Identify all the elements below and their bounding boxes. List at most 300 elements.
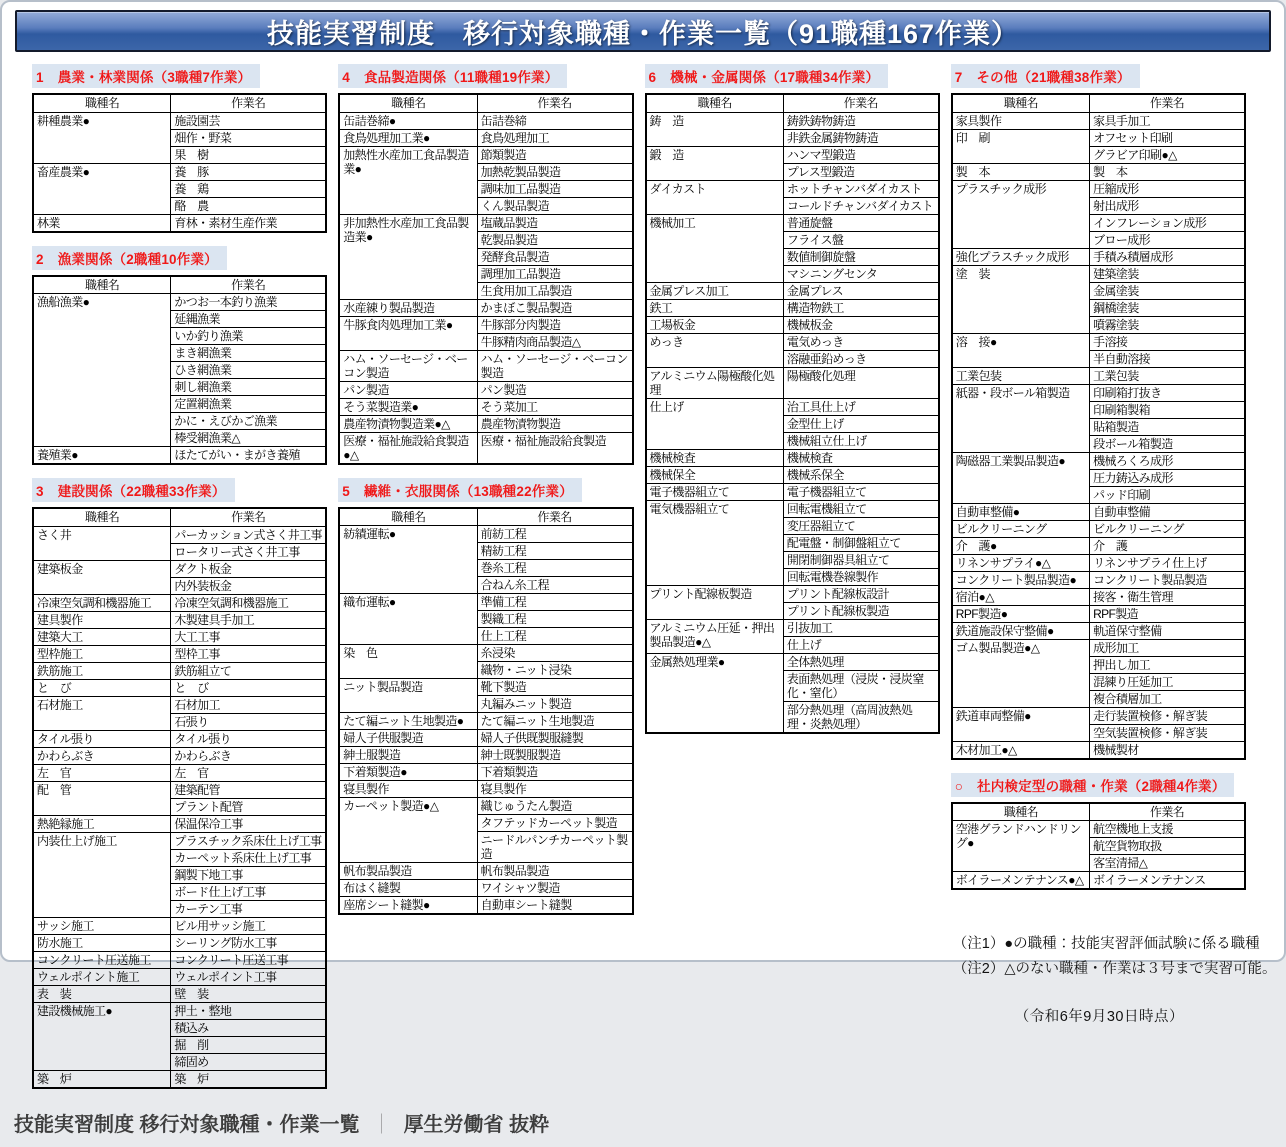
work-cell: 延縄漁業 bbox=[171, 311, 326, 328]
work-cell: ロータリー式さく井工事 bbox=[171, 543, 326, 560]
job-cell: 牛豚食肉処理加工業● bbox=[339, 316, 477, 350]
job-cell: 鉄筋施工 bbox=[33, 662, 171, 679]
work-cell: 成形加工 bbox=[1090, 639, 1245, 656]
job-cell: 介 護● bbox=[952, 537, 1090, 554]
table-row bbox=[33, 764, 326, 781]
job-column-header: 職種名 bbox=[33, 94, 171, 112]
section-number: 2 bbox=[36, 251, 44, 267]
work-cell: 製 本 bbox=[1090, 163, 1245, 180]
table-row bbox=[646, 282, 939, 299]
caption-source: 厚生労働省 抜粋 bbox=[403, 1113, 550, 1136]
work-cell: 金属プレス bbox=[783, 282, 938, 299]
work-cell: 農産物漬物製造 bbox=[477, 415, 632, 432]
table-row bbox=[952, 707, 1245, 724]
section bbox=[32, 64, 327, 233]
job-cell: 塗 装 bbox=[952, 265, 1090, 333]
job-cell: 型枠施工 bbox=[33, 645, 171, 662]
section bbox=[32, 478, 327, 1089]
jobs-table bbox=[32, 93, 327, 233]
section-number: 6 bbox=[648, 70, 657, 85]
work-cell: くん製品製造 bbox=[477, 197, 632, 214]
table-row bbox=[33, 747, 326, 764]
work-cell: 鋼橋塗装 bbox=[1090, 299, 1245, 316]
job-cell: 電気機器組立て bbox=[646, 500, 784, 585]
work-cell: 掘 削 bbox=[171, 1036, 326, 1053]
table-row bbox=[646, 214, 939, 231]
job-cell: 婦人子供服製造 bbox=[339, 730, 477, 747]
header-row bbox=[339, 508, 632, 526]
work-cell: 節類製造 bbox=[477, 146, 632, 163]
section-header bbox=[32, 64, 260, 88]
work-cell: 締固め bbox=[171, 1053, 326, 1070]
table-row bbox=[339, 129, 632, 146]
job-cell: 建築板金 bbox=[33, 560, 171, 594]
work-cell: 走行装置検修・解ぎ装 bbox=[1090, 707, 1245, 724]
header-row bbox=[339, 94, 632, 112]
header-row bbox=[952, 803, 1245, 821]
job-cell: と び bbox=[33, 679, 171, 696]
work-cell: 機械検査 bbox=[783, 449, 938, 466]
work-cell: 航空機地上支援 bbox=[1090, 821, 1245, 838]
table-row bbox=[339, 594, 632, 611]
job-cell: 家具製作 bbox=[952, 112, 1090, 129]
table-row bbox=[339, 214, 632, 231]
work-cell: 半自動溶接 bbox=[1090, 350, 1245, 367]
work-cell: 混練り圧延加工 bbox=[1090, 673, 1245, 690]
work-cell: 治工具仕上げ bbox=[783, 398, 938, 415]
work-cell: 部分熱処理（高周波熱処理・炎熱処理） bbox=[783, 701, 938, 733]
work-cell: 回転電機巻線製作 bbox=[783, 568, 938, 585]
work-cell: たて編ニット生地製造 bbox=[477, 713, 632, 730]
table-row bbox=[339, 381, 632, 398]
work-cell: 建築塗装 bbox=[1090, 265, 1245, 282]
work-cell: コンクリート圧送工事 bbox=[171, 951, 326, 968]
work-cell: ダクト板金 bbox=[171, 560, 326, 577]
work-cell: 溶融亜鉛めっき bbox=[783, 350, 938, 367]
table-row bbox=[952, 129, 1245, 146]
column-1 bbox=[32, 64, 327, 1102]
job-cell: めっき bbox=[646, 333, 784, 367]
work-cell: ブロー成形 bbox=[1090, 231, 1245, 248]
table-row bbox=[952, 571, 1245, 588]
work-cell: 製織工程 bbox=[477, 611, 632, 628]
work-cell: ハム・ソーセージ・ベーコン製造 bbox=[477, 350, 632, 381]
work-cell: 婦人子供既製服縫製 bbox=[477, 730, 632, 747]
work-cell: 配電盤・制御盤組立て bbox=[783, 534, 938, 551]
job-cell: アルミニウム圧延・押出製品製造●△ bbox=[646, 619, 784, 653]
job-cell: 配 管 bbox=[33, 781, 171, 815]
work-cell: フライス盤 bbox=[783, 231, 938, 248]
work-cell: 金属塗装 bbox=[1090, 282, 1245, 299]
job-cell: 座席シート縫製● bbox=[339, 897, 477, 915]
table-row bbox=[952, 605, 1245, 622]
work-cell: かに・えびかご漁業 bbox=[171, 413, 326, 430]
table-row bbox=[952, 112, 1245, 129]
job-cell: 熱絶縁施工 bbox=[33, 815, 171, 832]
work-cell: 圧力鋳込み成形 bbox=[1090, 469, 1245, 486]
work-cell: オフセット印刷 bbox=[1090, 129, 1245, 146]
job-cell: 石材施工 bbox=[33, 696, 171, 730]
work-cell: 機械板金 bbox=[783, 316, 938, 333]
table-row bbox=[646, 333, 939, 350]
caption-separator: ｜ bbox=[371, 1113, 392, 1136]
job-cell: 織布運転● bbox=[339, 594, 477, 645]
table-row bbox=[339, 415, 632, 432]
work-cell: プリント配線板設計 bbox=[783, 585, 938, 602]
job-cell: 機械加工 bbox=[646, 214, 784, 282]
job-cell: 紙器・段ボール箱製造 bbox=[952, 384, 1090, 452]
work-cell: 塩蔵品製造 bbox=[477, 214, 632, 231]
job-column-header: 職種名 bbox=[33, 276, 171, 294]
work-cell: ニードルパンチカーペット製造 bbox=[477, 832, 632, 863]
work-cell: 手積み積層成形 bbox=[1090, 248, 1245, 265]
work-cell: 医療・福祉施設給食製造 bbox=[477, 432, 632, 464]
work-cell: 内外装板金 bbox=[171, 577, 326, 594]
work-cell: 軌道保守整備 bbox=[1090, 622, 1245, 639]
table-row bbox=[339, 526, 632, 543]
work-cell: 型枠工事 bbox=[171, 645, 326, 662]
work-cell: 定置網漁業 bbox=[171, 396, 326, 413]
column-4 bbox=[951, 64, 1277, 1030]
work-cell: 陽極酸化処理 bbox=[783, 367, 938, 398]
footnotes bbox=[951, 932, 1277, 1030]
work-cell: 全体熱処理 bbox=[783, 653, 938, 670]
section-title-text: 農業・林業関係（3職種7作業） bbox=[57, 70, 252, 85]
job-cell: ボイラーメンテナンス●△ bbox=[952, 872, 1090, 890]
work-cell: パン製造 bbox=[477, 381, 632, 398]
job-cell: 左 官 bbox=[33, 764, 171, 781]
section-number: 4 bbox=[342, 70, 350, 85]
section-header bbox=[951, 64, 1140, 88]
work-cell: 押土・整地 bbox=[171, 1002, 326, 1019]
job-cell: ニット製品製造 bbox=[339, 679, 477, 713]
section-title-text: 建設関係（22職種33作業） bbox=[57, 484, 226, 499]
table-row bbox=[33, 968, 326, 985]
work-cell: コンクリート製品製造 bbox=[1090, 571, 1245, 588]
header-row bbox=[952, 94, 1245, 112]
job-cell: 建設機械施工● bbox=[33, 1002, 171, 1070]
work-cell: 工業包装 bbox=[1090, 367, 1245, 384]
section-header bbox=[32, 246, 227, 270]
work-cell: プリント配線板製造 bbox=[783, 602, 938, 619]
work-cell: ほたてがい・まがき養殖 bbox=[171, 447, 326, 465]
work-cell: 織物・ニット浸染 bbox=[477, 662, 632, 679]
section-number: 1 bbox=[36, 70, 44, 85]
table-row bbox=[646, 466, 939, 483]
column-2 bbox=[338, 64, 633, 928]
job-column-header: 職種名 bbox=[952, 803, 1090, 821]
work-cell: 機械ろくろ成形 bbox=[1090, 452, 1245, 469]
work-cell: 石張り bbox=[171, 713, 326, 730]
table-row bbox=[952, 872, 1245, 890]
job-cell: 内装仕上げ施工 bbox=[33, 832, 171, 917]
section-title-text: 社内検定型の職種・作業（2職種4作業） bbox=[977, 778, 1226, 794]
job-cell: 林業 bbox=[33, 214, 171, 232]
table-row bbox=[646, 146, 939, 163]
table-row bbox=[339, 897, 632, 915]
work-cell: 引抜加工 bbox=[783, 619, 938, 636]
job-cell: 工業包装 bbox=[952, 367, 1090, 384]
work-cell: 構造物鉄工 bbox=[783, 299, 938, 316]
work-cell: 開閉制御器具組立て bbox=[783, 551, 938, 568]
work-cell: 印刷箱打抜き bbox=[1090, 384, 1245, 401]
section-header bbox=[338, 64, 567, 88]
table-row bbox=[33, 781, 326, 798]
work-column-header: 作業名 bbox=[1090, 94, 1245, 112]
work-cell: かつお一本釣り漁業 bbox=[171, 294, 326, 311]
work-cell: 接客・衛生管理 bbox=[1090, 588, 1245, 605]
work-cell: 織じゅうたん製造 bbox=[477, 798, 632, 815]
work-cell: 複合積層加工 bbox=[1090, 690, 1245, 707]
table-row bbox=[339, 316, 632, 333]
table-row bbox=[33, 594, 326, 611]
table-row bbox=[339, 880, 632, 897]
table-row bbox=[33, 662, 326, 679]
work-cell: 畑作・野菜 bbox=[171, 129, 326, 146]
table-row bbox=[339, 645, 632, 662]
work-cell: ハンマ型鍛造 bbox=[783, 146, 938, 163]
title-banner bbox=[15, 10, 1271, 52]
job-cell: 鉄工 bbox=[646, 299, 784, 316]
work-cell: 紳士既製服製造 bbox=[477, 747, 632, 764]
job-cell: 漁船漁業● bbox=[33, 294, 171, 447]
work-cell: ひき網漁業 bbox=[171, 362, 326, 379]
work-cell: 圧縮成形 bbox=[1090, 180, 1245, 197]
work-cell: 養 豚 bbox=[171, 163, 326, 180]
header-row bbox=[33, 94, 326, 112]
work-cell: 鋳鉄鋳物鋳造 bbox=[783, 112, 938, 129]
table-row bbox=[952, 537, 1245, 554]
work-cell: 回転電機組立て bbox=[783, 500, 938, 517]
work-cell: 築 炉 bbox=[171, 1070, 326, 1088]
job-cell: たて編ニット生地製造● bbox=[339, 713, 477, 730]
table-row bbox=[33, 163, 326, 180]
job-cell: 加熱性水産加工食品製造業● bbox=[339, 146, 477, 214]
job-cell: 建具製作 bbox=[33, 611, 171, 628]
work-cell: 育林・素材生産作業 bbox=[171, 214, 326, 232]
work-cell: 糸浸染 bbox=[477, 645, 632, 662]
work-cell: 非鉄金属鋳物鋳造 bbox=[783, 129, 938, 146]
table-row bbox=[339, 299, 632, 316]
table-row bbox=[952, 265, 1245, 282]
work-cell: 普通旋盤 bbox=[783, 214, 938, 231]
table-row bbox=[33, 951, 326, 968]
jobs-table bbox=[951, 93, 1246, 760]
job-cell: ウェルポイント施工 bbox=[33, 968, 171, 985]
work-cell: 印刷箱製箱 bbox=[1090, 401, 1245, 418]
job-cell: 築 炉 bbox=[33, 1070, 171, 1088]
work-cell: 客室清掃△ bbox=[1090, 855, 1245, 872]
work-cell: ウェルポイント工事 bbox=[171, 968, 326, 985]
work-cell: 丸編みニット製造 bbox=[477, 696, 632, 713]
work-column-header: 作業名 bbox=[783, 94, 938, 112]
job-cell: そう菜製造業● bbox=[339, 398, 477, 415]
table-row bbox=[339, 747, 632, 764]
work-cell: 牛豚部分肉製造 bbox=[477, 316, 632, 333]
work-column-header: 作業名 bbox=[477, 508, 632, 526]
work-cell: 大工工事 bbox=[171, 628, 326, 645]
table-row bbox=[33, 1002, 326, 1019]
page-title: 技能実習制度 移行対象職種・作業一覧（91職種167作業） bbox=[266, 18, 1020, 49]
work-cell: 変圧器組立て bbox=[783, 517, 938, 534]
work-cell: 乾製品製造 bbox=[477, 231, 632, 248]
table-row bbox=[339, 432, 632, 464]
work-cell: 冷凍空気調和機器施工 bbox=[171, 594, 326, 611]
work-cell: 数値制御旋盤 bbox=[783, 248, 938, 265]
work-cell: ボード仕上げ工事 bbox=[171, 883, 326, 900]
table-row bbox=[339, 764, 632, 781]
table-row bbox=[646, 483, 939, 500]
job-cell: 鉄道施設保守整備● bbox=[952, 622, 1090, 639]
table-row bbox=[33, 112, 326, 129]
job-cell: 電子機器組立て bbox=[646, 483, 784, 500]
jobs-table bbox=[338, 93, 633, 465]
work-cell: 介 護 bbox=[1090, 537, 1245, 554]
section-header bbox=[951, 773, 1235, 797]
work-cell: 木製建具手加工 bbox=[171, 611, 326, 628]
table-row bbox=[339, 350, 632, 381]
work-cell: 石材加工 bbox=[171, 696, 326, 713]
job-cell: 陶磁器工業製品製造● bbox=[952, 452, 1090, 503]
table-row bbox=[952, 180, 1245, 197]
work-cell: パッド印刷 bbox=[1090, 486, 1245, 503]
work-cell: そう菜加工 bbox=[477, 398, 632, 415]
job-cell: 紡績運転● bbox=[339, 526, 477, 594]
caption-bar bbox=[2, 1102, 1284, 1147]
job-cell: 印 刷 bbox=[952, 129, 1090, 163]
section bbox=[32, 246, 327, 466]
table-row bbox=[952, 248, 1245, 265]
work-cell: かわらぶき bbox=[171, 747, 326, 764]
section-title-text: 食品製造関係（11職種19作業） bbox=[363, 70, 559, 85]
work-cell: 電気めっき bbox=[783, 333, 938, 350]
work-cell: 合ねん糸工程 bbox=[477, 577, 632, 594]
work-cell: マシニングセンタ bbox=[783, 265, 938, 282]
job-cell: 建築大工 bbox=[33, 628, 171, 645]
table-row bbox=[952, 741, 1245, 759]
section bbox=[951, 773, 1246, 891]
work-cell: 酪 農 bbox=[171, 197, 326, 214]
job-cell: 宿泊●△ bbox=[952, 588, 1090, 605]
work-cell: ビル用サッシ施工 bbox=[171, 917, 326, 934]
section-number: ○ bbox=[954, 778, 964, 794]
table-row bbox=[646, 585, 939, 602]
job-cell: 鋳 造 bbox=[646, 112, 784, 146]
work-cell: 空気装置検修・解ぎ装 bbox=[1090, 724, 1245, 741]
table-row bbox=[339, 863, 632, 880]
table-row bbox=[646, 367, 939, 398]
job-cell: コンクリート圧送施工 bbox=[33, 951, 171, 968]
table-row bbox=[952, 333, 1245, 350]
work-cell: 機械組立仕上げ bbox=[783, 432, 938, 449]
work-cell: 養 鶏 bbox=[171, 180, 326, 197]
job-cell: 食鳥処理加工業● bbox=[339, 129, 477, 146]
work-cell: と び bbox=[171, 679, 326, 696]
work-cell: RPF製造 bbox=[1090, 605, 1245, 622]
work-cell: コールドチャンバダイカスト bbox=[783, 197, 938, 214]
table-row bbox=[33, 447, 326, 465]
work-cell: かまぼこ製品製造 bbox=[477, 299, 632, 316]
job-cell: 水産練り製品製造 bbox=[339, 299, 477, 316]
table-row bbox=[952, 163, 1245, 180]
table-row bbox=[33, 730, 326, 747]
work-cell: 生食用加工品製造 bbox=[477, 282, 632, 299]
work-cell: 帆布製品製造 bbox=[477, 863, 632, 880]
section-number: 3 bbox=[36, 484, 44, 499]
job-cell: 仕上げ bbox=[646, 398, 784, 449]
table-row bbox=[33, 628, 326, 645]
job-cell: 機械検査 bbox=[646, 449, 784, 466]
section bbox=[951, 64, 1246, 760]
table-row bbox=[339, 713, 632, 730]
job-cell: 木材加工●△ bbox=[952, 741, 1090, 759]
job-cell: 畜産農業● bbox=[33, 163, 171, 214]
work-cell: 靴下製造 bbox=[477, 679, 632, 696]
table-row bbox=[33, 526, 326, 543]
work-column-header: 作業名 bbox=[171, 94, 326, 112]
table-row bbox=[952, 384, 1245, 401]
job-cell: プリント配線板製造 bbox=[646, 585, 784, 619]
job-cell: アルミニウム陽極酸化処理 bbox=[646, 367, 784, 398]
work-cell: 加熱乾製品製造 bbox=[477, 163, 632, 180]
table-row bbox=[952, 452, 1245, 469]
job-column-header: 職種名 bbox=[646, 94, 784, 112]
job-cell: かわらぶき bbox=[33, 747, 171, 764]
work-cell: まき網漁業 bbox=[171, 345, 326, 362]
jobs-table bbox=[32, 275, 327, 466]
work-cell: インフレーション成形 bbox=[1090, 214, 1245, 231]
table-row bbox=[339, 112, 632, 129]
job-cell: 製 本 bbox=[952, 163, 1090, 180]
work-column-header: 作業名 bbox=[477, 94, 632, 112]
work-column-header: 作業名 bbox=[1090, 803, 1245, 821]
job-cell: プラスチック成形 bbox=[952, 180, 1090, 248]
job-column-header: 職種名 bbox=[33, 508, 171, 526]
work-cell: タイル張り bbox=[171, 730, 326, 747]
section bbox=[338, 478, 633, 916]
job-cell: 紳士服製造 bbox=[339, 747, 477, 764]
work-cell: 機械製材 bbox=[1090, 741, 1245, 759]
table-row bbox=[33, 560, 326, 577]
as-of-date: （令和6年9月30日時点） bbox=[1014, 1009, 1184, 1026]
header-row bbox=[646, 94, 939, 112]
work-cell: 建築配管 bbox=[171, 781, 326, 798]
work-cell: 調理加工品製造 bbox=[477, 265, 632, 282]
work-cell: 鉄筋組立て bbox=[171, 662, 326, 679]
section-title-text: 機械・金属関係（17職種34作業） bbox=[670, 70, 880, 85]
work-cell: ボイラーメンテナンス bbox=[1090, 872, 1245, 890]
section-number: 7 bbox=[954, 70, 963, 85]
work-column-header: 作業名 bbox=[171, 508, 326, 526]
work-cell: プラント配管 bbox=[171, 798, 326, 815]
work-cell: プラスチック系床仕上げ工事 bbox=[171, 832, 326, 849]
table-row bbox=[33, 679, 326, 696]
table-row bbox=[952, 503, 1245, 520]
work-cell: 噴霧塗装 bbox=[1090, 316, 1245, 333]
work-cell: ビルクリーニング bbox=[1090, 520, 1245, 537]
job-cell: 缶詰巻締● bbox=[339, 112, 477, 129]
work-cell: 食鳥処理加工 bbox=[477, 129, 632, 146]
table-row bbox=[33, 917, 326, 934]
work-cell: 自動車シート縫製 bbox=[477, 897, 632, 915]
work-cell: 表面熱処理（浸炭・浸炭窒化・窒化） bbox=[783, 670, 938, 701]
work-cell: 精紡工程 bbox=[477, 543, 632, 560]
job-cell: ビルクリーニング bbox=[952, 520, 1090, 537]
work-cell: パーカッション式さく井工事 bbox=[171, 526, 326, 543]
work-cell: プレス型鍛造 bbox=[783, 163, 938, 180]
job-cell: 医療・福祉施設給食製造●△ bbox=[339, 432, 477, 464]
job-cell: カーペット製造●△ bbox=[339, 798, 477, 863]
